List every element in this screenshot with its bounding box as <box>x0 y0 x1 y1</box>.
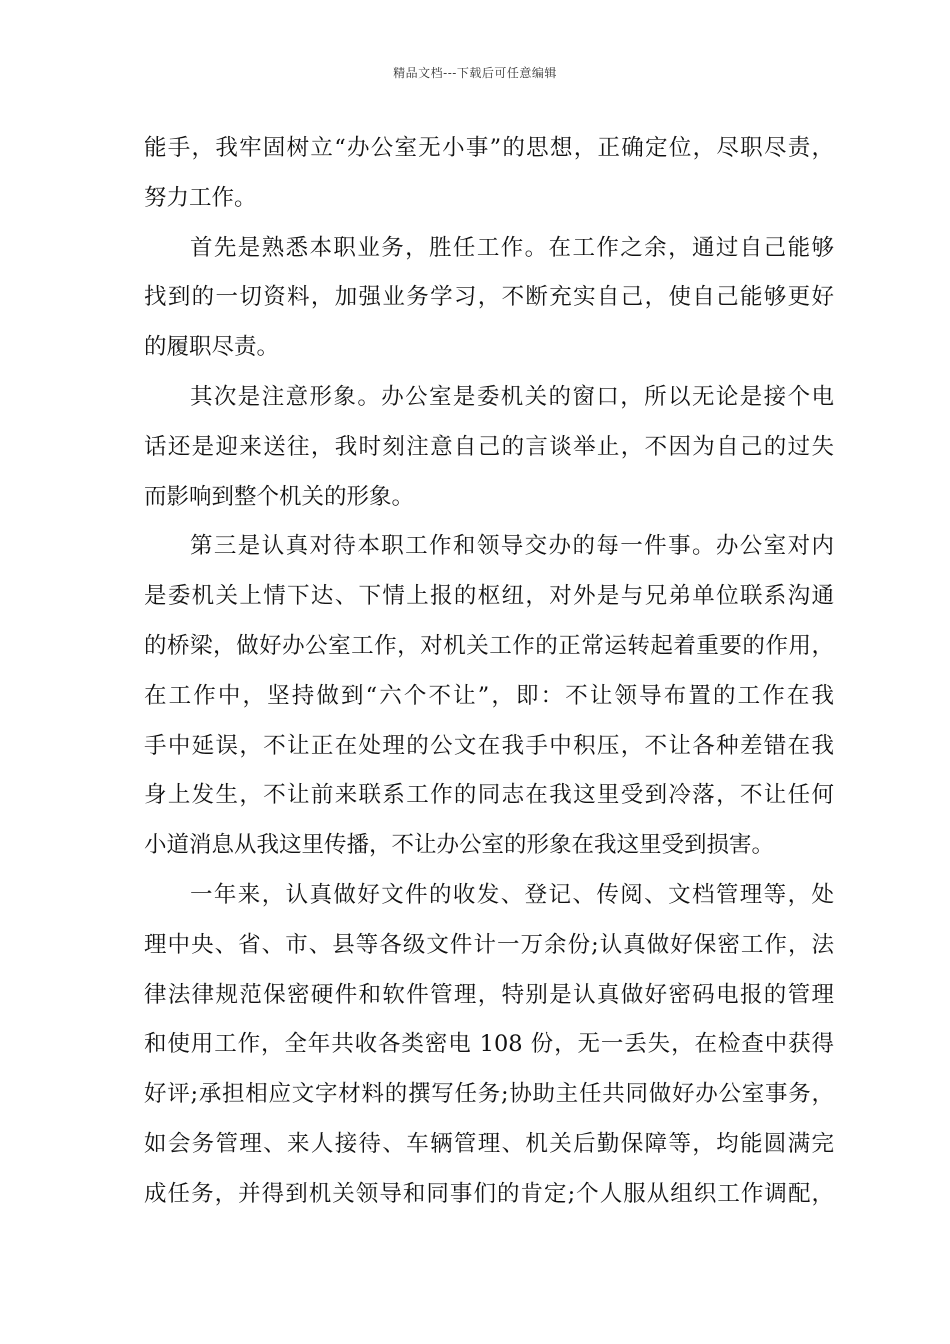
text-line: 的桥梁，做好办公室工作，对机关工作的正常运转起着重要的作用， <box>144 632 834 659</box>
text-line: 手中延误，不让正在处理的公文在我手中积压，不让各种差错在我 <box>144 732 834 759</box>
text-line: 首先是熟悉本职业务，胜任工作。在工作之余，通过自己能够 <box>190 234 834 261</box>
text-line: 能手，我牢固树立“办公室无小事”的思想，正确定位，尽职尽责， <box>144 135 834 161</box>
text-line: 是委机关上情下达、下情上报的枢纽，对外是与兄弟单位联系沟通 <box>144 583 834 610</box>
text-line: 身上发生，不让前来联系工作的同志在我这里受到冷落，不让任何 <box>144 782 834 809</box>
page-header: 精品文档---下载后可任意编辑 <box>393 66 557 80</box>
text-line: 律法律规范保密硬件和软件管理，特别是认真做好密码电报的管理 <box>144 981 834 1008</box>
text-line: 理中央、省、市、县等各级文件计一万余份;认真做好保密工作，法 <box>144 931 834 958</box>
document-body <box>144 124 834 1220</box>
text-line: 如会务管理、来人接待、车辆管理、机关后勤保障等，均能圆满完 <box>144 1130 834 1157</box>
text-line: 的履职尽责。 <box>144 334 280 361</box>
text-line: 第三是认真对待本职工作和领导交办的每一件事。办公室对内 <box>190 533 834 560</box>
text-line: 努力工作。 <box>144 184 257 211</box>
text-line: 话还是迎来送往，我时刻注意自己的言谈举止，不因为自己的过失 <box>144 433 834 460</box>
text-line: 好评;承担相应文字材料的撰写任务;协助主任共同做好办公室事务， <box>144 1081 834 1108</box>
text-line: 其次是注意形象。办公室是委机关的窗口，所以无论是接个电 <box>190 383 834 410</box>
text-line: 找到的一切资料，加强业务学习，不断充实自己，使自己能够更好 <box>144 284 834 311</box>
text-line: 而影响到整个机关的形象。 <box>144 483 415 510</box>
text-line: 和使用工作，全年共收各类密电 108 份，无一丢失，在检查中获得 <box>144 1031 834 1058</box>
text-line: 在工作中，坚持做到“六个不让”，即：不让领导布置的工作在我 <box>144 682 834 709</box>
text-line: 一年来，认真做好文件的收发、登记、传阅、文档管理等，处 <box>190 881 834 908</box>
text-line: 小道消息从我这里传播，不让办公室的形象在我这里受到损害。 <box>144 832 775 859</box>
text-line: 成任务，并得到机关领导和同事们的肯定;个人服从组织工作调配， <box>144 1180 834 1207</box>
